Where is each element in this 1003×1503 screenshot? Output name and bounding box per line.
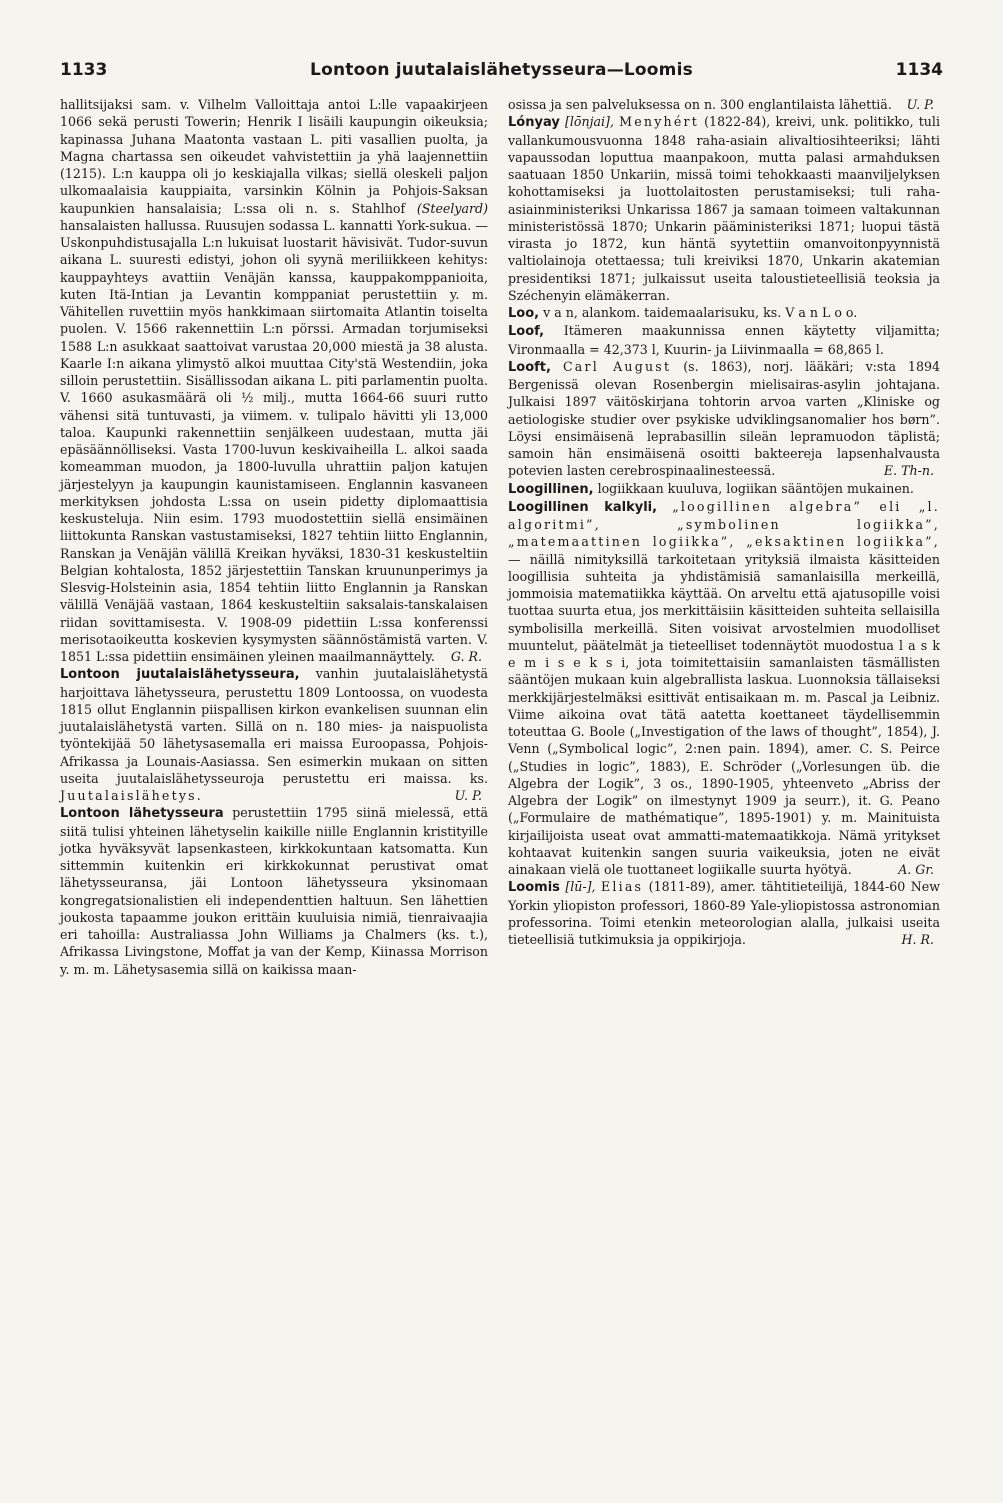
- entry-loogillinen-kalkyli: [508, 498, 940, 879]
- entry-lahetysseura-continued: [508, 96, 940, 113]
- pronunciation: [lū-],: [565, 879, 596, 895]
- entry-juutalaislahetysseura: [60, 665, 488, 804]
- entry-text: (1822-84), kreivi, unk. politikko, tuli vallankumousvuonna 1848 raha-asiain alivaltiosihteeriksi; lähti vapaussodan loputtua maanpakoon, mutta palasi armahduksen saatuaan 1850 Unkariin, missä toimi tehokkaasti maanviljelyksen kohottamiseksi ja luottolaitosten perustamiseksi; tuli raha-asiainministeriksi Unkarissa 1867 ja samaan toimeen valtakunnan ministeristössä 1870; Unkarin pääministeriksi 1871; luopui tästä virasta jo 1872, kun häntä syytettiin omanvoitonpyynnistä valtiolainoja otettaessa; tuli kreiviksi 1870, Unkarin akatemian presidentiksi 1871; julkaissut useita taloustieteellisiä teoksia ja Széchenyin elämäkerran.: [508, 114, 940, 303]
- entry-loogillinen: [508, 480, 940, 498]
- author-signature: U. P.: [454, 788, 482, 803]
- given-name: Elias: [601, 879, 644, 895]
- given-name: Carl August: [562, 358, 672, 374]
- entry-text: v a n, alankom. taidemaalarisuku, ks. V a n L o o.: [543, 305, 858, 320]
- entry-headword: Loo,: [508, 306, 540, 321]
- page-number-left: 1133: [60, 60, 108, 80]
- entry-headword: Lontoon lähetysseura: [60, 806, 224, 822]
- entry-headword: Lónyay: [508, 115, 560, 131]
- author-signature: E. Th-n.: [883, 463, 934, 479]
- given-name: Menyhért: [619, 114, 699, 130]
- running-title: Lontoon juutalaislähetysseura—Loomis: [310, 60, 693, 80]
- entry-loomis: [508, 878, 940, 948]
- entry-headword: Loogillinen,: [508, 481, 594, 497]
- entry-text: (1811-89), amer. tähtitieteilijä, 1844-60 New Yorkin yliopiston professori, 1860-89 Yale-yliopistossa astronomian professorina. Toimi etenkin meteorologian alalla, julkaisi useita tieteellisiä tutkimuksia ja oppikirjoja.: [508, 879, 940, 947]
- pronunciation: [lōnjai],: [564, 114, 614, 130]
- entry-headword: Lontoon juutalaislähetysseura,: [60, 667, 300, 683]
- entry-headword: Loogillinen kalkyli,: [508, 499, 658, 515]
- entry-text: vanhin juutalaislähetystä harjoittava lähetysseura, perustettu 1809 Lontoossa, on vuodesta 1815 ollut Englannin piispallisen kirkon evankelisen suunnan elin juutalaislähetystä varten. Sillä on n. 180 mies- ja naispuolista työntekijää 50 lähetysasemalla eri maissa Euroopassa, Pohjois-Afrikassa ja Lounais-Aasiassa. Sen esimerkin mukaan on sitten useita juutalaislähetysseuroja perustettu eri maissa. ks.: [60, 666, 488, 786]
- entry-text: perustettiin 1795 siinä mielessä, että siitä tulisi yhteinen lähetyselin kaikille niille Englannin kristityille jotka hyväksyvät lapsenkasteen, kirkkokuntaan katsomatta. Kun sittemmin kuitenkin eri kirkkokunnat perustivat omat lähetysseuransa, jäi Lontoon lähetysseura yksinomaan kongregatsionalistien eli independenttien haltuun. Sen lähettien joukosta tapaamme joukon erittäin kuuluisia nimiä, tienraivaajia eri tahoilla: Australiassa John Williams ja Chalmers (ks. t.), Afrikassa Livingstone, Moffat ja van der Kemp, Kiinassa Morrison y. m. m. Lähetysasemia sillä on kaikissa maan-: [60, 805, 488, 977]
- synonyms-spaced: „loogillinen algebra” eli „l. algoritmi”, „symbolinen logiikka”, „matemaattinen logiikka”, „eksaktinen logiikka”,: [508, 498, 940, 550]
- entry-lonyay: [508, 113, 940, 304]
- cross-reference: Juutalaislähetys.: [60, 788, 204, 803]
- right-column: [508, 96, 940, 948]
- entry-loof: [508, 322, 940, 358]
- entry-looft: [508, 358, 940, 480]
- page-header: [60, 60, 943, 86]
- entry-headword: Looft,: [508, 359, 551, 375]
- entry-text: — näillä nimityksillä tarkoitetaan yrityksiä ilmaista käsitteiden loogillisia suhteita ja yhdistämisiä samanlaisilla merkeillä, jommoisia matematiikka käyttää. On arveltu että ajatusopille voisi tuottaa suurta etua, jos merkittäisiin käsitteiden suhteita sellaisilla symbolisilla merkeillä. Siten voisivat arvostelmien muodolliset muuntelut, päätelmät ja tieteelliset todennäytöt muodostua l a s k e m i s e k s i, jota toimitettaisiin samanlaisten täsmällisten sääntöjen mukaan kuin algebrallista laskua. Luonnoksia tällaiseksi merkkijärjestelmäksi esittivät entisaikaan m. m. Pascal ja Leibniz. Viime aikoina ovat tätä aatetta koettaneet täydellisemmin toteuttaa G. Boole („Investigation of the laws of thought”, 1854), J. Venn („Symbolical logic”, 2:nen pain. 1894), amer. C. S. Peirce („Studies in logic”, 1883), E. Schröder („Vorlesungen üb. die Algebra der Logik”, 3 os., 1890-1905, yhteenveto „Abriss der Algebra der Logik” on ilmestynyt 1909 ja seurr.), it. G. Peano („Formulaire de mathématique”, 1895-1901) y. m. Mainituista kirjailijoista useat ovat ammatti-matemaatikkoja. Nämä yritykset kohtaavat kuitenkin sangen suuria vaikeuksia, joten ne eivät ainakaan vielä ole tuottaneet logiikalle suurta hyötyä.: [508, 551, 940, 877]
- entry-text: (s. 1863), norj. lääkäri; v:sta 1894 Bergenissä olevan Rosenbergin mielisairas-asylin johtajana. Julkaisi 1897 väitöskirjana tohtorin arvoa varten „Kliniske og aetiologiske studier over psykiske udviklingsanomalier hos børn”. Löysi ensimäisenä leprabasillin sileän lepramuodon täplistä; samoin hän ensimäisenä osoitti bakteereja lapsenhalvausta potevien lasten cerebrospinaalinesteessä.: [508, 358, 940, 479]
- entry-text-italic: (Steelyard): [416, 200, 488, 216]
- entry-text: Itämeren maakunnissa ennen käytetty viljamitta; Vironmaalla = 42,373 l, Kuurin- ja Liivinmaalla = 68,865 l.: [508, 323, 940, 357]
- page-number-right: 1134: [895, 60, 943, 80]
- author-signature: H. R.: [901, 932, 934, 947]
- author-signature: U. P.: [906, 97, 934, 112]
- entry-text: hallitsijaksi sam. v. Vilhelm Valloittaja antoi L:lle vapaakirjeen 1066 sekä perusti Towerin; Henrik I lisäili kaupungin oikeuksia; kapinassa Juhana Maatonta vastaan L. piti vasallien puolta, ja Magna chartassa sen oikeudet vahvistettiin ja yhä laajennettiin (1215). L:n kauppa oli jo keskiajalla vilkas; siellä oleskeli paljon ulkomaalaisia kauppiaita, varsinkin Kölnin ja Pohjois-Saksan kaupunkien hansalaisia; L:ssa oli n. s. Stahlhof: [60, 97, 488, 216]
- entry-text: logiikkaan kuuluva, logiikan sääntöjen mukainen.: [597, 480, 914, 496]
- entry-headword: Loomis: [508, 880, 560, 896]
- entry-loo: [508, 304, 940, 322]
- entry-headword: Loof,: [508, 324, 545, 340]
- entry-lahetysseura: [60, 804, 488, 978]
- author-signature: A. Gr.: [898, 862, 934, 877]
- entry-lontoo-continued: [60, 96, 488, 665]
- entry-text: osissa ja sen palveluksessa on n. 300 englantilaista lähettiä.: [508, 97, 892, 112]
- author-signature: G. R.: [450, 649, 482, 664]
- entry-text: hansalaisten hallussa. Ruusujen sodassa L. kannatti York-sukua. — Uskonpuhdistusajalla L:n lukuisat luostarit hävisivät. Tudor-suvun aikana L. suuresti edistyi, johon oli syynä meriliikkeen kehitys: kauppayhteys avattiin Venäjän kanssa, kauppakomppanioita, kuten Itä-Intian ja Levantin komppaniat perustettiin y. m. Vähitellen ruvettiin myös hankkimaan siirtomaita Atlantin toiselta puolen. V. 1566 rakennettiin L:n pörssi. Armadan torjumiseksi 1588 L:n asukkaat saattoivat varustaa 20,000 miestä ja 38 alusta. Kaarle I:n aikana ylimystö alkoi muuttaa City'stä Westendiin, joka silloin perustettiin. Sisällissodan aikana L. piti parlamentin puolta. V. 1660 asukasmäärä oli ½ milj., mutta 1664-66 suuri rutto vähensi sitä tuntuvasti, ja viimem. v. tulipalo hävitti yli 13,000 taloa. Kaupunki rakennettiin senjälkeen uudestaan, mutta jäi epäsäännölliseksi. Vasta 1700-luvun keskivaiheilla L. alkoi saada komeamman muodon, ja 1800-luvulla uhrattiin paljon katujen järjestelyyn ja kaupungin kaunistamiseen. Englannin kasvaneen merkityksen johdosta L:ssa on usein pidetty diplomaattisia keskusteluja. Niin esim. 1793 muodostettiin siellä ensimäinen liittokunta Ranskan vastustamiseksi, 1827 tehtiin liitto Englannin, Ranskan ja Venäjän välillä Kreikan hyväksi, 1830-31 keskusteltiin Belgian kohtalosta, 1852 järjestettiin Tanskan kruununperimys ja Slesvig-Holsteinin asia, 1854 tehtiin liitto Englannin ja Ranskan välillä Venäjää vastaan, 1864 keskusteltiin saksalais-tanskalaisen riidan sovittamisesta. V. 1908-09 pidettiin L:ssa konferenssi merisotaoikeutta koskevien kysymysten säännöstämistä varten. V. 1851 L:ssa pidettiin ensimäinen yleinen maailmannäyttely.: [60, 217, 488, 664]
- left-column: [60, 96, 488, 978]
